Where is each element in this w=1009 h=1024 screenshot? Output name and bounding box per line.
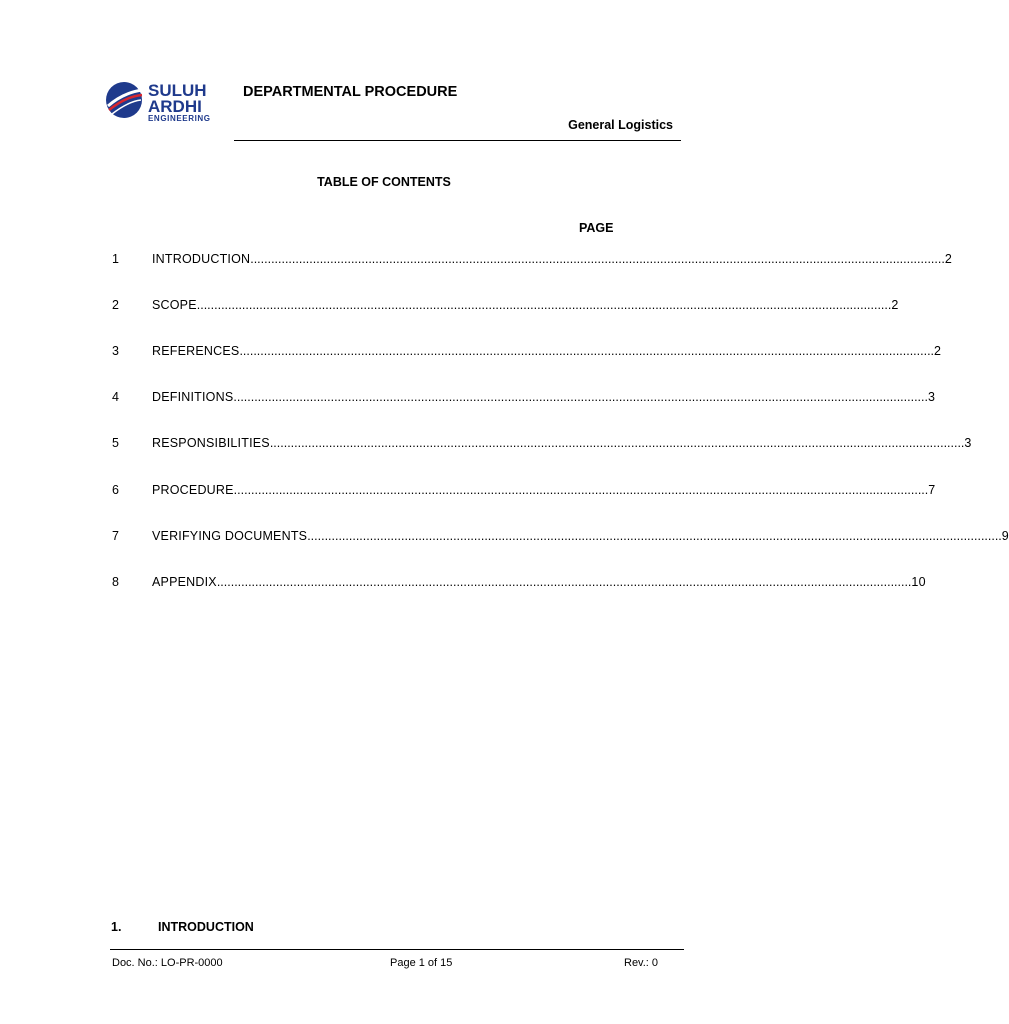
toc-entry-label: REFERENCES (152, 344, 240, 358)
toc-entry-label: INTRODUCTION (152, 252, 251, 266)
toc-entry-page: 2 (944, 252, 952, 266)
section-number: 1. (111, 920, 122, 934)
toc-entry-label: RESPONSIBILITIES (152, 436, 270, 450)
toc-leader-dots: ........................................................................................................................................................................................................ (250, 252, 945, 266)
company-logo (105, 80, 235, 124)
toc-entry-scope[interactable] (112, 297, 899, 313)
toc-entry-label: VERIFYING DOCUMENTS (152, 529, 308, 543)
toc-entry-number: 1 (112, 252, 120, 266)
logo-line1: SULUH (148, 81, 207, 100)
footer-revision: Rev.: 0 (624, 957, 659, 969)
footer-page-number: Page 1 of 15 (390, 957, 453, 969)
toc-leader-dots: ........................................................................................................................................................................................................ (307, 529, 1002, 543)
document-title: DEPARTMENTAL PROCEDURE (243, 84, 458, 100)
logo-graphic (105, 80, 235, 124)
toc-entry-number: 3 (112, 344, 120, 358)
toc-entry-verifying-documents[interactable] (112, 528, 1009, 544)
toc-entry-page: 2 (891, 298, 899, 312)
toc-entry-label: SCOPE (152, 298, 197, 312)
toc-entry-number: 6 (112, 483, 120, 497)
toc-entry-number: 7 (112, 529, 120, 543)
toc-entry-number: 5 (112, 436, 120, 450)
toc-entry-page: 2 (934, 344, 942, 358)
toc-entry-page: 3 (964, 436, 972, 450)
toc-entry-page: 7 (928, 483, 936, 497)
toc-entry-appendix[interactable] (112, 574, 926, 590)
toc-leader-dots: ........................................................................................................................................................................................................ (269, 436, 965, 450)
toc-entry-page: 9 (1001, 529, 1009, 543)
section-heading (111, 920, 254, 934)
header-divider (234, 140, 681, 141)
toc-entry-references[interactable] (112, 343, 942, 359)
toc-leader-dots: ........................................................................................................................................................................................................ (233, 483, 929, 497)
footer-divider (110, 949, 684, 950)
toc-leader-dots: ........................................................................................................................................................................................................ (216, 575, 912, 589)
section-title: INTRODUCTION (158, 920, 254, 934)
logo-line2: ARDHI (148, 97, 202, 116)
toc-entry-responsibilities[interactable] (112, 435, 972, 451)
toc-entry-label: PROCEDURE (152, 483, 234, 497)
toc-entry-page: 3 (927, 390, 936, 404)
toc-entry-procedure[interactable] (112, 482, 936, 498)
toc-entry-number: 2 (112, 298, 120, 312)
footer-doc-number: Doc. No.: LO-PR-0000 (112, 957, 223, 969)
toc-entry-page: 10 (911, 575, 926, 589)
toc-entry-number: 4 (112, 390, 120, 404)
toc-entry-introduction[interactable] (112, 251, 952, 267)
toc-leader-dots: ........................................................................................................................................................................................................ (239, 344, 935, 358)
toc-leader-dots: ........................................................................................................................................................................................................ (233, 390, 928, 404)
toc-entry-definitions[interactable] (112, 389, 936, 405)
toc-entry-label: DEFINITIONS (152, 390, 234, 404)
logo-line3: ENGINEERING (148, 114, 211, 123)
toc-page-column-label: PAGE (579, 221, 614, 235)
toc-title: TABLE OF CONTENTS (317, 175, 451, 189)
department-name: General Logistics (568, 118, 673, 132)
toc-leader-dots: ........................................................................................................................................................................................................ (196, 298, 892, 312)
toc-entry-label: APPENDIX (152, 575, 217, 589)
toc-entry-number: 8 (112, 575, 120, 589)
